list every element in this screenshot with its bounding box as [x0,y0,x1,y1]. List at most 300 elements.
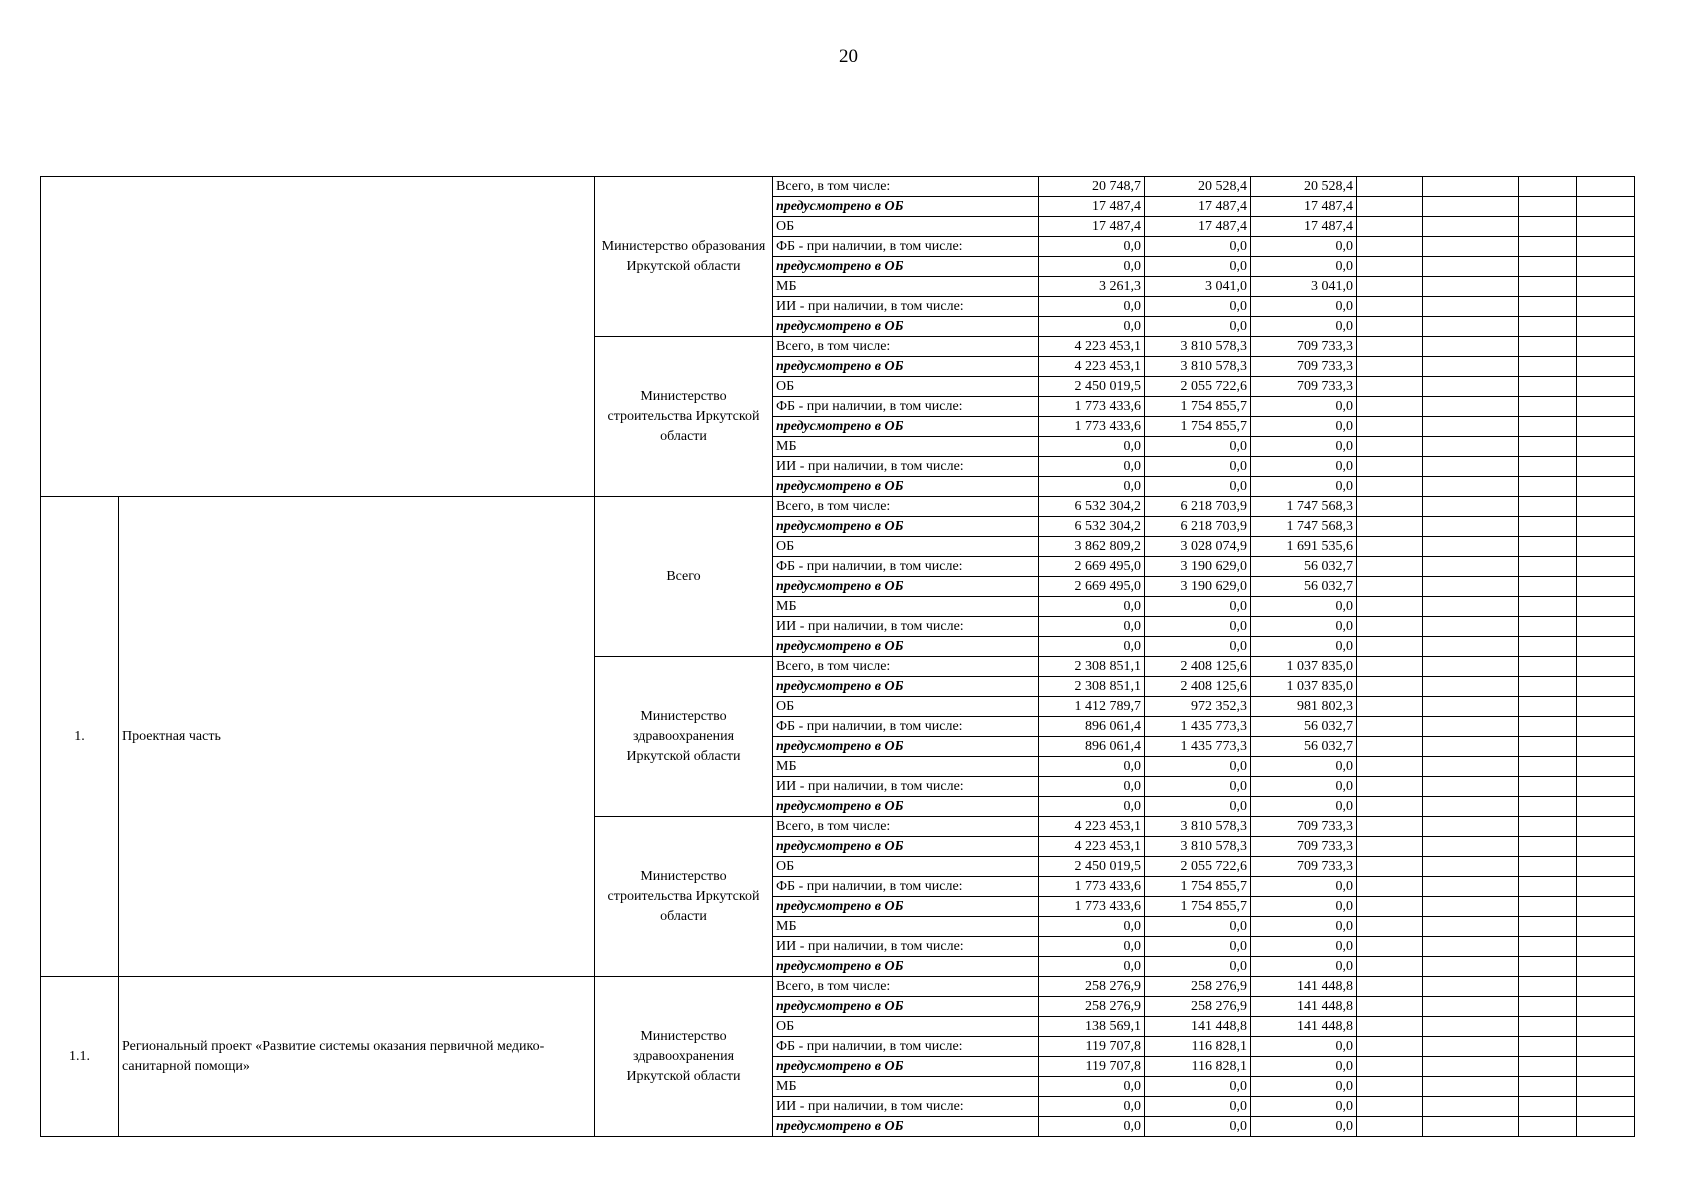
funding-source-label: Всего, в том числе: [773,977,1039,997]
empty-cell [1519,917,1577,937]
empty-cell [1577,957,1635,977]
empty-cell [1423,457,1519,477]
value-cell: 0,0 [1039,777,1145,797]
value-cell: 1 773 433,6 [1039,897,1145,917]
executor-cell: Министерство здравоохранения Иркутской области [595,657,773,817]
value-cell: 0,0 [1145,237,1251,257]
value-cell: 1 773 433,6 [1039,397,1145,417]
empty-cell [1577,577,1635,597]
empty-cell [1423,917,1519,937]
empty-cell [1423,837,1519,857]
empty-cell [1577,977,1635,997]
empty-cell [1357,817,1423,837]
empty-cell [1519,897,1577,917]
empty-cell [1357,837,1423,857]
empty-cell [1519,357,1577,377]
empty-cell [1423,857,1519,877]
empty-cell [1519,677,1577,697]
value-cell: 0,0 [1145,1117,1251,1137]
empty-cell [1519,757,1577,777]
empty-cell [1357,337,1423,357]
value-cell: 0,0 [1039,797,1145,817]
value-cell: 0,0 [1251,317,1357,337]
executor-cell: Министерство образования Иркутской области [595,177,773,337]
empty-cell [1357,1017,1423,1037]
value-cell: 0,0 [1145,597,1251,617]
value-cell: 0,0 [1145,637,1251,657]
empty-cell [1519,997,1577,1017]
empty-cell [1577,217,1635,237]
empty-cell [1519,477,1577,497]
value-cell: 116 828,1 [1145,1037,1251,1057]
value-cell: 2 308 851,1 [1039,657,1145,677]
empty-cell [1519,977,1577,997]
table-row [41,177,1635,197]
empty-cell [1357,237,1423,257]
empty-cell [1577,817,1635,837]
empty-cell [1423,717,1519,737]
empty-cell [1519,217,1577,237]
empty-cell [1519,537,1577,557]
empty-cell [1577,377,1635,397]
value-cell: 3 190 629,0 [1145,577,1251,597]
value-cell: 0,0 [1039,1077,1145,1097]
value-cell: 0,0 [1145,917,1251,937]
empty-cell [1423,537,1519,557]
empty-cell [1577,177,1635,197]
empty-cell [1423,1077,1519,1097]
empty-cell [1357,477,1423,497]
funding-source-label: ФБ - при наличии, в том числе: [773,717,1039,737]
empty-cell [1577,757,1635,777]
funding-source-label: ИИ - при наличии, в том числе: [773,457,1039,477]
value-cell: 1 747 568,3 [1251,517,1357,537]
empty-cell [1423,657,1519,677]
empty-cell [1357,277,1423,297]
empty-cell [1357,557,1423,577]
empty-cell [1423,1097,1519,1117]
funding-source-label: предусмотрено в ОБ [773,637,1039,657]
executor-cell: Министерство здравоохранения Иркутской области [595,977,773,1137]
funding-source-label: Всего, в том числе: [773,337,1039,357]
empty-cell [1357,697,1423,717]
empty-cell [1423,577,1519,597]
empty-cell [1577,197,1635,217]
value-cell: 56 032,7 [1251,737,1357,757]
empty-cell [1357,517,1423,537]
value-cell: 0,0 [1251,877,1357,897]
empty-cell [1577,517,1635,537]
empty-cell [1577,1097,1635,1117]
empty-cell [1519,1077,1577,1097]
value-cell: 896 061,4 [1039,717,1145,737]
empty-cell [1357,677,1423,697]
empty-cell [1577,477,1635,497]
value-cell: 0,0 [1145,797,1251,817]
value-cell: 0,0 [1251,297,1357,317]
funding-source-label: предусмотрено в ОБ [773,577,1039,597]
executor-cell: Министерство строительства Иркутской области [595,337,773,497]
empty-cell [1577,557,1635,577]
value-cell: 0,0 [1251,457,1357,477]
value-cell: 0,0 [1145,937,1251,957]
value-cell: 0,0 [1251,917,1357,937]
empty-cell [1577,897,1635,917]
empty-cell [1577,317,1635,337]
value-cell: 2 669 495,0 [1039,557,1145,577]
empty-cell [1519,777,1577,797]
value-cell: 0,0 [1039,757,1145,777]
empty-cell [1357,1057,1423,1077]
value-cell: 0,0 [1145,317,1251,337]
value-cell: 6 532 304,2 [1039,497,1145,517]
empty-cell [1357,757,1423,777]
empty-cell [1357,177,1423,197]
empty-cell [1519,1017,1577,1037]
value-cell: 0,0 [1039,237,1145,257]
value-cell: 0,0 [1145,297,1251,317]
value-cell: 20 528,4 [1145,177,1251,197]
value-cell: 709 733,3 [1251,377,1357,397]
empty-cell [1577,257,1635,277]
empty-cell [1423,297,1519,317]
empty-cell [1519,437,1577,457]
value-cell: 4 223 453,1 [1039,837,1145,857]
value-cell: 2 408 125,6 [1145,677,1251,697]
value-cell: 17 487,4 [1039,197,1145,217]
empty-cell [1357,1037,1423,1057]
value-cell: 1 754 855,7 [1145,897,1251,917]
item-name: Региональный проект «Развитие системы оказания первичной медико-санитарной помощи» [119,977,595,1137]
value-cell: 0,0 [1039,637,1145,657]
empty-cell [1423,317,1519,337]
empty-cell [1423,197,1519,217]
empty-cell [1357,437,1423,457]
empty-cell [1519,337,1577,357]
value-cell: 0,0 [1251,777,1357,797]
funding-source-label: предусмотрено в ОБ [773,837,1039,857]
funding-source-label: ОБ [773,217,1039,237]
value-cell: 0,0 [1145,457,1251,477]
empty-cell [1423,257,1519,277]
empty-cell [1357,777,1423,797]
empty-cell [1357,737,1423,757]
value-cell: 258 276,9 [1145,997,1251,1017]
empty-cell [1519,577,1577,597]
value-cell: 3 190 629,0 [1145,557,1251,577]
value-cell: 0,0 [1251,1077,1357,1097]
value-cell: 3 810 578,3 [1145,337,1251,357]
empty-cell [1519,697,1577,717]
empty-cell [1519,177,1577,197]
value-cell: 116 828,1 [1145,1057,1251,1077]
value-cell: 6 218 703,9 [1145,497,1251,517]
empty-cell [1519,517,1577,537]
empty-cell [1423,1017,1519,1037]
value-cell: 0,0 [1039,257,1145,277]
value-cell: 0,0 [1145,1077,1251,1097]
value-cell: 258 276,9 [1039,977,1145,997]
empty-cell [1423,1037,1519,1057]
funding-source-label: Всего, в том числе: [773,817,1039,837]
funding-source-label: ОБ [773,377,1039,397]
empty-cell [1357,197,1423,217]
empty-cell [1577,357,1635,377]
empty-cell [1519,457,1577,477]
empty-cell [1357,637,1423,657]
value-cell: 1 754 855,7 [1145,397,1251,417]
empty-cell [1357,1097,1423,1117]
empty-cell [1423,517,1519,537]
empty-cell [1577,877,1635,897]
empty-cell [1423,697,1519,717]
empty-cell [1519,597,1577,617]
empty-cell [1577,857,1635,877]
funding-source-label: ФБ - при наличии, в том числе: [773,397,1039,417]
funding-source-label: ОБ [773,537,1039,557]
value-cell: 3 028 074,9 [1145,537,1251,557]
empty-cell [1577,1017,1635,1037]
empty-cell [1423,797,1519,817]
empty-cell [1423,277,1519,297]
value-cell: 56 032,7 [1251,717,1357,737]
value-cell: 3 041,0 [1145,277,1251,297]
empty-cell [1357,297,1423,317]
value-cell: 138 569,1 [1039,1017,1145,1037]
value-cell: 141 448,8 [1251,997,1357,1017]
value-cell: 2 055 722,6 [1145,857,1251,877]
empty-cell [1577,497,1635,517]
value-cell: 0,0 [1251,257,1357,277]
empty-cell [1423,937,1519,957]
empty-cell [1357,377,1423,397]
empty-cell [1519,1117,1577,1137]
empty-cell [1423,357,1519,377]
empty-cell [1423,477,1519,497]
value-cell: 0,0 [1039,477,1145,497]
funding-source-label: предусмотрено в ОБ [773,897,1039,917]
empty-cell [1577,1057,1635,1077]
empty-cell [1357,797,1423,817]
funding-source-label: МБ [773,917,1039,937]
empty-cell [1423,177,1519,197]
value-cell: 0,0 [1145,777,1251,797]
value-cell: 981 802,3 [1251,697,1357,717]
empty-cell [1357,397,1423,417]
empty-cell [1357,657,1423,677]
empty-cell [1357,997,1423,1017]
value-cell: 17 487,4 [1145,197,1251,217]
empty-cell [1577,617,1635,637]
value-cell: 0,0 [1251,937,1357,957]
value-cell: 0,0 [1251,637,1357,657]
value-cell: 3 041,0 [1251,277,1357,297]
value-cell: 0,0 [1145,757,1251,777]
value-cell: 1 435 773,3 [1145,717,1251,737]
empty-cell [1519,1057,1577,1077]
empty-cell [1357,977,1423,997]
empty-cell [1519,417,1577,437]
empty-cell [1357,717,1423,737]
funding-source-label: предусмотрено в ОБ [773,1057,1039,1077]
empty-cell [1519,637,1577,657]
empty-cell [1357,217,1423,237]
value-cell: 0,0 [1039,937,1145,957]
empty-cell [1357,1077,1423,1097]
empty-cell [1519,857,1577,877]
value-cell: 0,0 [1039,1097,1145,1117]
value-cell: 0,0 [1251,617,1357,637]
funding-source-label: ИИ - при наличии, в том числе: [773,777,1039,797]
funding-source-label: Всего, в том числе: [773,497,1039,517]
value-cell: 4 223 453,1 [1039,817,1145,837]
value-cell: 2 450 019,5 [1039,857,1145,877]
empty-cell [1577,437,1635,457]
item-number [41,177,119,497]
funding-source-label: предусмотрено в ОБ [773,257,1039,277]
table-row [41,497,1635,517]
value-cell: 6 532 304,2 [1039,517,1145,537]
empty-cell [1577,417,1635,437]
value-cell: 0,0 [1251,597,1357,617]
empty-cell [1423,497,1519,517]
value-cell: 0,0 [1039,597,1145,617]
value-cell: 4 223 453,1 [1039,337,1145,357]
value-cell: 0,0 [1251,397,1357,417]
empty-cell [1423,997,1519,1017]
value-cell: 2 408 125,6 [1145,657,1251,677]
empty-cell [1423,617,1519,637]
value-cell: 0,0 [1251,437,1357,457]
value-cell: 17 487,4 [1251,197,1357,217]
empty-cell [1577,597,1635,617]
empty-cell [1577,917,1635,937]
value-cell: 0,0 [1251,957,1357,977]
value-cell: 0,0 [1145,957,1251,977]
value-cell: 0,0 [1039,317,1145,337]
empty-cell [1577,457,1635,477]
value-cell: 0,0 [1251,1117,1357,1137]
empty-cell [1519,297,1577,317]
empty-cell [1577,237,1635,257]
funding-source-label: предусмотрено в ОБ [773,517,1039,537]
value-cell: 0,0 [1039,917,1145,937]
value-cell: 0,0 [1039,617,1145,637]
value-cell: 141 448,8 [1251,977,1357,997]
funding-source-label: ИИ - при наличии, в том числе: [773,617,1039,637]
empty-cell [1519,1097,1577,1117]
value-cell: 3 810 578,3 [1145,817,1251,837]
value-cell: 1 773 433,6 [1039,877,1145,897]
value-cell: 0,0 [1251,897,1357,917]
value-cell: 4 223 453,1 [1039,357,1145,377]
value-cell: 709 733,3 [1251,857,1357,877]
value-cell: 0,0 [1039,457,1145,477]
empty-cell [1423,757,1519,777]
value-cell: 0,0 [1251,1057,1357,1077]
empty-cell [1577,1117,1635,1137]
empty-cell [1519,377,1577,397]
empty-cell [1357,257,1423,277]
empty-cell [1423,877,1519,897]
empty-cell [1519,197,1577,217]
empty-cell [1357,1117,1423,1137]
empty-cell [1577,637,1635,657]
empty-cell [1577,1037,1635,1057]
funding-source-label: Всего, в том числе: [773,657,1039,677]
empty-cell [1519,1037,1577,1057]
empty-cell [1423,977,1519,997]
funding-source-label: предусмотрено в ОБ [773,957,1039,977]
empty-cell [1357,957,1423,977]
funding-source-label: ИИ - при наличии, в том числе: [773,937,1039,957]
empty-cell [1423,337,1519,357]
value-cell: 56 032,7 [1251,577,1357,597]
value-cell: 3 810 578,3 [1145,357,1251,377]
funding-source-label: предусмотрено в ОБ [773,997,1039,1017]
value-cell: 0,0 [1039,1117,1145,1137]
empty-cell [1423,897,1519,917]
funding-source-label: предусмотрено в ОБ [773,357,1039,377]
empty-cell [1423,237,1519,257]
funding-source-label: предусмотрено в ОБ [773,317,1039,337]
value-cell: 896 061,4 [1039,737,1145,757]
empty-cell [1577,677,1635,697]
value-cell: 0,0 [1145,437,1251,457]
value-cell: 2 669 495,0 [1039,577,1145,597]
funding-source-label: МБ [773,1077,1039,1097]
funding-source-label: предусмотрено в ОБ [773,737,1039,757]
value-cell: 17 487,4 [1251,217,1357,237]
item-name: Проектная часть [119,497,595,977]
funding-source-label: ОБ [773,1017,1039,1037]
value-cell: 1 747 568,3 [1251,497,1357,517]
value-cell: 1 773 433,6 [1039,417,1145,437]
empty-cell [1519,877,1577,897]
funding-source-label: ФБ - при наличии, в том числе: [773,1037,1039,1057]
value-cell: 0,0 [1251,1037,1357,1057]
empty-cell [1357,537,1423,557]
table-row [41,977,1635,997]
empty-cell [1357,597,1423,617]
empty-cell [1423,1057,1519,1077]
value-cell: 0,0 [1251,237,1357,257]
empty-cell [1357,877,1423,897]
empty-cell [1577,697,1635,717]
funding-source-label: Всего, в том числе: [773,177,1039,197]
value-cell: 258 276,9 [1039,997,1145,1017]
empty-cell [1423,817,1519,837]
empty-cell [1357,937,1423,957]
empty-cell [1357,457,1423,477]
empty-cell [1519,557,1577,577]
value-cell: 2 308 851,1 [1039,677,1145,697]
funding-source-label: МБ [773,597,1039,617]
value-cell: 3 261,3 [1039,277,1145,297]
empty-cell [1423,217,1519,237]
funding-source-label: ИИ - при наличии, в том числе: [773,297,1039,317]
empty-cell [1423,637,1519,657]
value-cell: 0,0 [1251,477,1357,497]
empty-cell [1519,317,1577,337]
empty-cell [1577,277,1635,297]
value-cell: 0,0 [1039,957,1145,977]
value-cell: 709 733,3 [1251,837,1357,857]
value-cell: 0,0 [1251,757,1357,777]
value-cell: 141 448,8 [1251,1017,1357,1037]
empty-cell [1519,817,1577,837]
page-number: 20 [839,46,858,67]
